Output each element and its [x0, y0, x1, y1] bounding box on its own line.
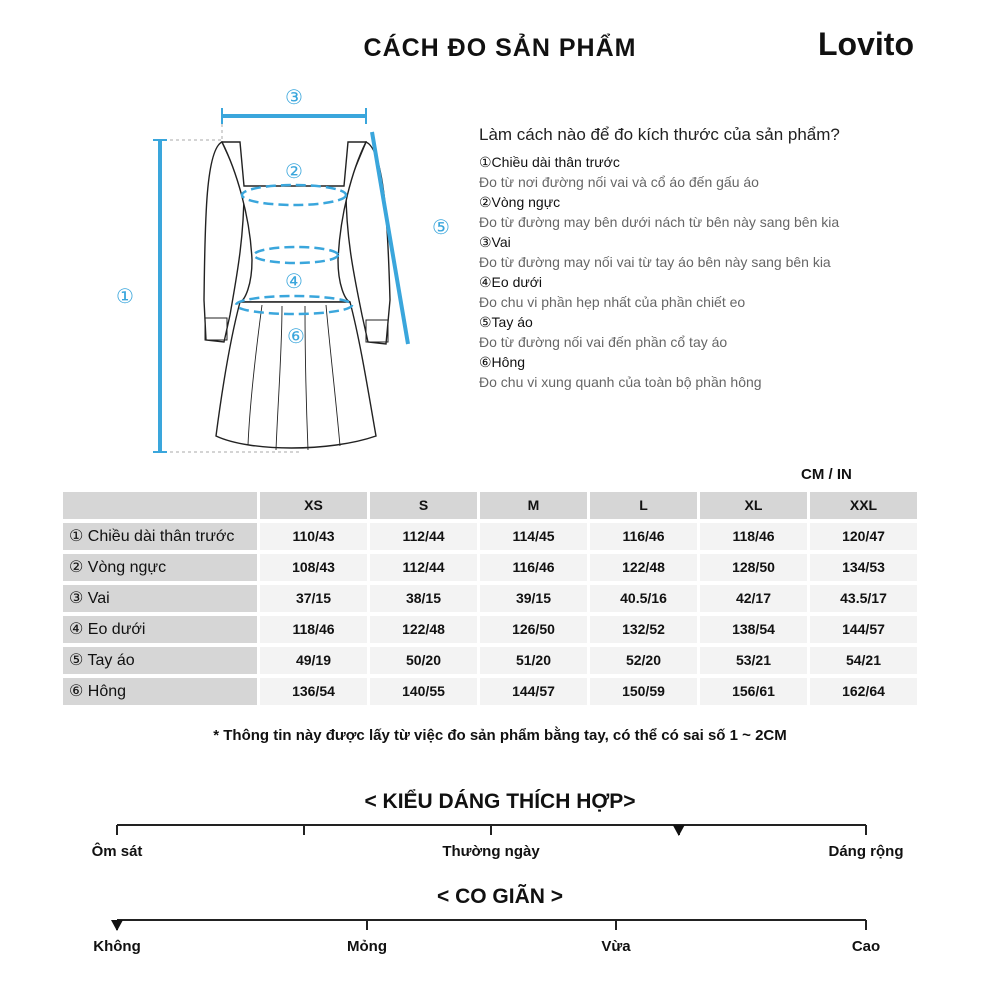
table-cell: 51/20	[480, 647, 587, 674]
table-cell: 116/46	[480, 554, 587, 581]
table-cell: 112/44	[370, 554, 477, 581]
table-cell: 136/54	[260, 678, 367, 705]
row-label: ④ Eo dưới	[63, 616, 257, 643]
table-cell: 52/20	[590, 647, 697, 674]
table-cell: 162/64	[810, 678, 917, 705]
stretch-label: Vừa	[601, 938, 631, 955]
size-header: S	[370, 492, 477, 519]
marker-5: ⑤	[432, 215, 450, 239]
table-cell: 114/45	[480, 523, 587, 550]
size-header: XXL	[810, 492, 917, 519]
table-cell: 54/21	[810, 647, 917, 674]
table-cell: 110/43	[260, 523, 367, 550]
table-corner	[63, 492, 257, 519]
measure-name: ②Vòng ngực	[479, 194, 561, 210]
fit-scale-title: < KIỂU DÁNG THÍCH HỢP>	[364, 790, 636, 813]
table-cell: 40.5/16	[590, 585, 697, 612]
table-cell: 42/17	[700, 585, 807, 612]
fit-scale-marker	[673, 825, 685, 836]
fit-label: Thường ngày	[442, 843, 540, 860]
measure-desc: Đo từ đường may nối vai từ tay áo bên này sang bên kia	[479, 254, 831, 270]
table-cell: 37/15	[260, 585, 367, 612]
size-header: XS	[260, 492, 367, 519]
stretch-label: Mỏng	[347, 938, 387, 955]
table-cell: 132/52	[590, 616, 697, 643]
stretch-label: Cao	[851, 938, 881, 955]
table-cell: 122/48	[590, 554, 697, 581]
table-cell: 39/15	[480, 585, 587, 612]
table-cell: 38/15	[370, 585, 477, 612]
measure-desc: Đo chu vi phần hẹp nhất của phần chiết eo	[479, 294, 746, 310]
table-cell: 144/57	[480, 678, 587, 705]
stretch-scale-marker	[111, 920, 123, 931]
fit-scale-bar	[0, 815, 1000, 845]
measure-desc: Đo từ nơi đường nối vai và cổ áo đến gấu áo	[479, 174, 759, 190]
measure-name: ⑤Tay áo	[479, 314, 533, 330]
marker-3: ③	[285, 85, 303, 109]
instructions-title: Làm cách nào để đo kích thước của sản phẩm?	[479, 125, 840, 144]
brand-logo: Lovito	[818, 26, 914, 62]
marker-2: ②	[285, 159, 303, 183]
row-label: ① Chiều dài thân trước	[63, 523, 257, 550]
row-label: ③ Vai	[63, 585, 257, 612]
table-cell: 112/44	[370, 523, 477, 550]
stretch-scale-title: < CO GIÃN >	[436, 885, 564, 908]
row-label: ⑤ Tay áo	[63, 647, 257, 674]
dress-diagram	[90, 80, 470, 465]
table-cell: 120/47	[810, 523, 917, 550]
table-cell: 128/50	[700, 554, 807, 581]
stretch-scale-bar	[0, 910, 1000, 940]
table-cell: 116/46	[590, 523, 697, 550]
table-cell: 118/46	[260, 616, 367, 643]
stretch-label: Không	[93, 938, 141, 955]
size-header: XL	[700, 492, 807, 519]
table-cell: 144/57	[810, 616, 917, 643]
table-cell: 140/55	[370, 678, 477, 705]
table-cell: 49/19	[260, 647, 367, 674]
measurement-note: * Thông tin này được lấy từ việc đo sản phẩm bằng tay, có thể có sai số 1 ~ 2CM	[213, 727, 787, 744]
measure-desc: Đo từ đường may bên dưới nách từ bên này sang bên kia	[479, 214, 840, 230]
measure-name: ③Vai	[479, 234, 511, 250]
table-cell: 53/21	[700, 647, 807, 674]
measure-name: ⑥Hông	[479, 354, 526, 370]
table-cell: 156/61	[700, 678, 807, 705]
table-cell: 108/43	[260, 554, 367, 581]
unit-label: CM / IN	[801, 466, 852, 483]
measure-desc: Đo chu vi xung quanh của toàn bộ phần hông	[479, 374, 762, 390]
fit-label: Ôm sát	[91, 843, 143, 860]
table-cell: 134/53	[810, 554, 917, 581]
table-cell: 150/59	[590, 678, 697, 705]
table-cell: 126/50	[480, 616, 587, 643]
measure-desc: Đo từ đường nối vai đến phần cổ tay áo	[479, 334, 728, 350]
row-label: ⑥ Hông	[63, 678, 257, 705]
fit-label: Dáng rộng	[828, 843, 904, 860]
marker-1: ①	[116, 284, 134, 308]
table-cell: 43.5/17	[810, 585, 917, 612]
table-cell: 122/48	[370, 616, 477, 643]
table-cell: 138/54	[700, 616, 807, 643]
size-header: L	[590, 492, 697, 519]
table-cell: 118/46	[700, 523, 807, 550]
table-cell: 50/20	[370, 647, 477, 674]
page-title: CÁCH ĐO SẢN PHẨM	[363, 34, 637, 62]
marker-6: ⑥	[287, 324, 305, 348]
size-header: M	[480, 492, 587, 519]
marker-4: ④	[285, 269, 303, 293]
row-label: ② Vòng ngực	[63, 554, 257, 581]
measure-name: ①Chiều dài thân trước	[479, 154, 620, 170]
measure-name: ④Eo dưới	[479, 274, 543, 290]
